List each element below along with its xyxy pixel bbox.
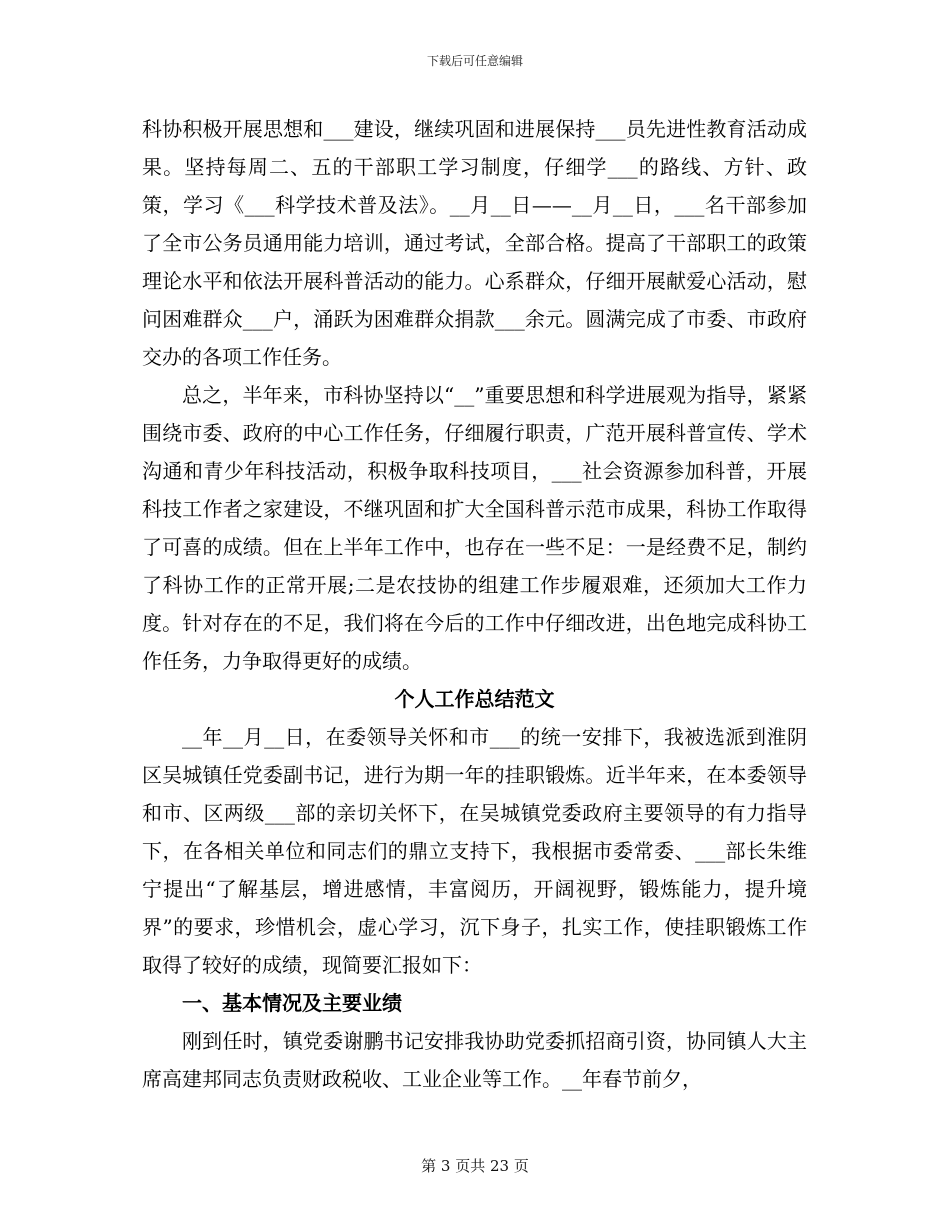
document-body [142, 110, 807, 1098]
section-heading: 一、基本情况及主要业绩 [182, 991, 402, 1015]
section-title: 个人工作总结范文 [394, 687, 555, 711]
page-header: 下载后可任意编辑 [426, 54, 523, 68]
paragraph: 科协积极开展思想和___建设，继续巩固和进展保持___员先进性教育活动成果。坚持每周二、五的干部职工学习制度，仔细学___的路线、方针、政策，学习《___科学技术普及法》。__月__日——__月__日，___名干部参加了全市公务员通用能力培训，通过考试，全部合格。提高了干部职工的政策理论水平和依法开展科普活动的能力。心系群众，仔细开展献爱心活动，慰问困难群众___户，涌跃为困难群众捐款___余元。圆满完成了市委、市政府交办的各项工作任务。 [142, 117, 807, 369]
page-footer: 第 3 页共 23 页 [421, 1157, 529, 1175]
paragraph: 总之，半年来，市科协坚持以“__”重要思想和科学进展观为指导，紧紧围绕市委、政府的中心工作任务，仔细履行职责，广范开展科普宣传、学术沟通和青少年科技活动，积极争取科技项目，___社会资源参加科普，开展科技工作者之家建设，不继巩固和扩大全国科普示范市成果，科协工作取得了可喜的成绩。但在上半年工作中，也存在一些不足：一是经费不足，制约了科协工作的正常开展;二是农技协的组建工作步履艰难，还须加大工作力度。针对存在的不足，我们将在今后的工作中仔细改进，出色地完成科协工作任务，力争取得更好的成绩。 [142, 383, 807, 673]
paragraph: 刚到任时，镇党委谢鹏书记安排我协助党委抓招商引资，协同镇人大主席高建邦同志负责财政税收、工业企业等工作。__年春节前夕， [142, 1029, 807, 1091]
paragraph: __年__月__日，在委领导关怀和市___的统一安排下，我被选派到淮阴区吴城镇任党委副书记，进行为期一年的挂职锻炼。近半年来，在本委领导和市、区两级___部的亲切关怀下，在吴城镇党委政府主要领导的有力指导下，在各相关单位和同志们的鼎立支持下，我根据市委常委、___部长朱维宁提出“了解基层，增进感情，丰富阅历，开阔视野，锻炼能力，提升境界”的要求，珍惜机会，虚心学习，沉下身子，扎实工作，使挂职锻炼工作取得了较好的成绩，现简要汇报如下： [142, 725, 807, 977]
